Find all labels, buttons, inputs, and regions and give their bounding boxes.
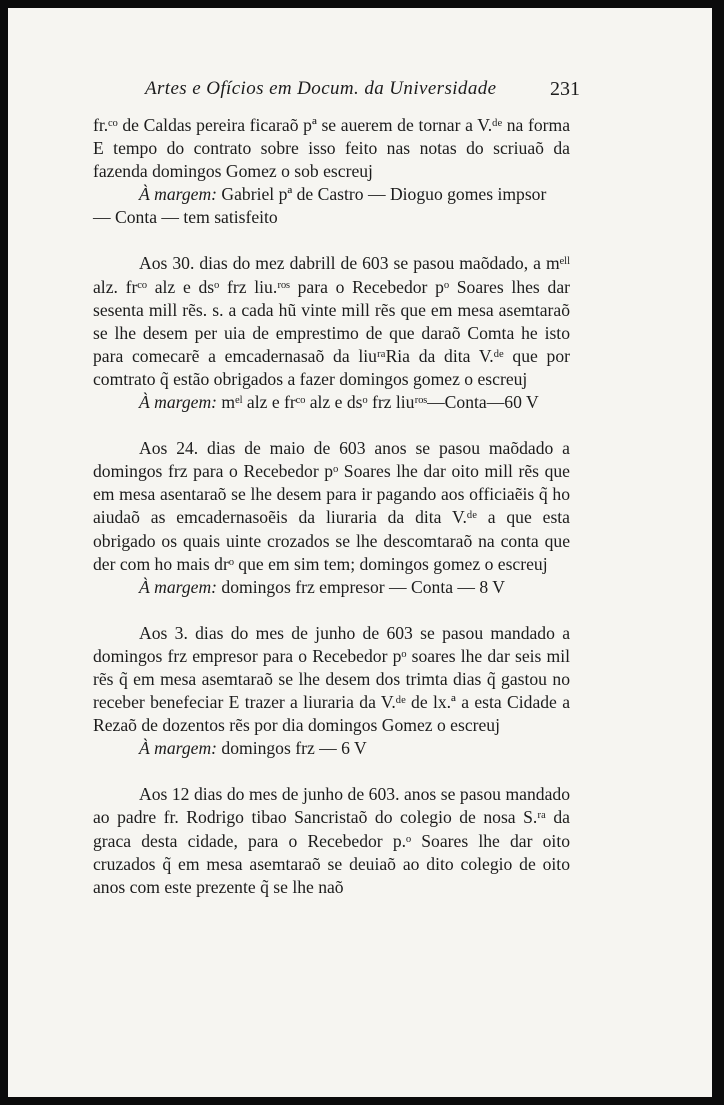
document-page	[8, 8, 712, 1097]
margin-note	[93, 737, 570, 760]
running-header	[145, 74, 580, 104]
entry-paragraph: Aos 12 dias do mes de junho de 603. anos se pasou mandado ao padre fr. Rodrigo tibao Sancristaõ do colegio de nosa S.ʳᵃ da graca desta cidade, para o Recebedor p.ᵒ Soares lhe dar oito cruzados q̃ em mesa asemtaraõ se deuiaõ ao dito colegio de oito anos com este prezente q̃ se lhe naõ	[93, 784, 570, 897]
margin-note-label: À margem:	[139, 392, 218, 413]
margin-note-text: mᵉˡ alz e frᶜᵒ alz e dsᵒ frz liuʳᵒˢ—Conta—60 V	[221, 392, 539, 413]
paragraph-gap	[93, 599, 570, 622]
page-number: 231	[550, 78, 580, 100]
entry-paragraph: Aos 3. dias do mes de junho de 603 se pasou mandado a domingos frz empresor para o Recebedor pᵒ soares lhe dar seis mil rẽs q̃ em mesa asemtaraõ se lhe desem dos trimta dias q̃ gastou no receber benefeciar E trazer a liuraria da V.ᵈᵉ de lx.ª a esta Cidade a Rezaõ de dozentos rẽs por dia domingos Gomez o escreuj	[93, 622, 570, 736]
margin-note	[93, 183, 570, 206]
margin-note-text: domingos frz empresor — Conta — 8 V	[221, 576, 506, 597]
paragraph-gap	[93, 760, 570, 783]
margin-note-text: domingos frz — 6 V	[221, 738, 367, 759]
entry-paragraph: Aos 30. dias do mez dabrill de 603 se pasou maõdado, a mᵉˡˡ alz. frᶜᵒ alz e dsᵒ frz liu.ʳᵒˢ para o Recebedor pᵒ Soares lhes dar sesenta mill rẽs. s. a cada hũ vinte mill rẽs que em mesa asemtaraõ se lhe desem per uia de emprestimo de que daraõ Comta he isto para comecarẽ a emcadernasaõ da liuʳᵃRia da dita V.ᵈᵉ que por comtrato q̃ estão obrigados a fazer domingos gomez o escreuj	[93, 253, 570, 389]
margin-note-continuation: — Conta — tem satisfeito	[93, 207, 278, 228]
entry-paragraph: fr.ᶜᵒ de Caldas pereira ficaraõ pª se auerem de tornar a V.ᵈᵉ na forma E tempo do contrato sobre isso feito nas notas do scriuaõ da fazenda domingos Gomez o sob escreuj	[93, 115, 570, 182]
paragraph-gap	[93, 414, 570, 437]
entry-paragraph: Aos 24. dias de maio de 603 anos se pasou maõdado a domingos frz para o Recebedor pᵒ Soares lhe dar oito mill rẽs que em mesa asentaraõ se lhe desem para ir pagando aos officiaẽis q̃ ho aiudaõ as emcadernasoẽis da liuraria da dita V.ᵈᵉ a que esta obrigado os quais uinte crozados se lhe descomtaraõ na conta que der com ho mais drᵒ que em sim tem; domingos gomez o escreuj	[93, 438, 570, 574]
page-body	[93, 114, 570, 899]
margin-note-label: À margem:	[139, 738, 218, 759]
paragraph-gap	[93, 229, 570, 252]
margin-note	[93, 391, 570, 414]
running-title: Artes e Ofícios em Docum. da Universidade	[145, 78, 497, 99]
margin-note	[93, 576, 570, 599]
margin-note-label: À margem:	[139, 184, 218, 205]
margin-note-label: À margem:	[139, 576, 218, 597]
margin-note-text: Gabriel pª de Castro — Dioguo gomes impsor	[221, 184, 547, 205]
